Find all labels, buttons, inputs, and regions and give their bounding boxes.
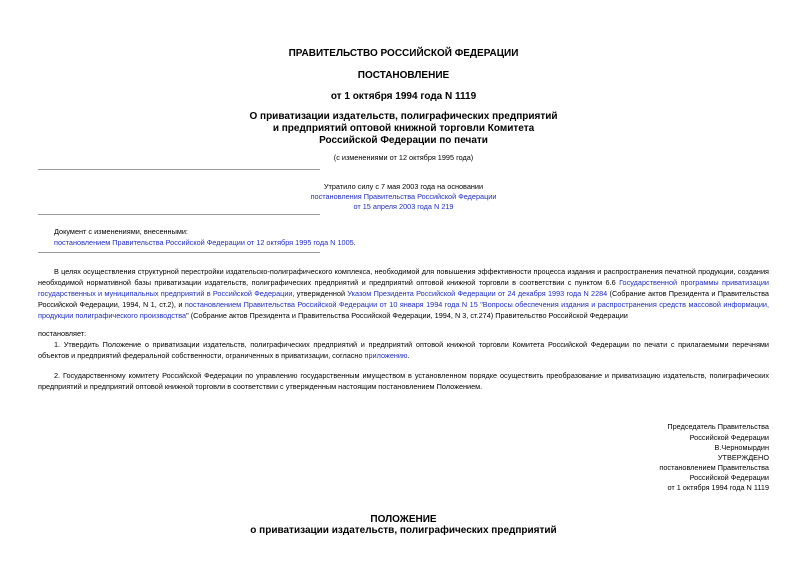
divider-middle: [38, 214, 320, 215]
expired-link-line-2[interactable]: от 15 апреля 2003 года N 219: [353, 202, 454, 211]
clause-1-paragraph: 1. Утвердить Положение о приватизации издательств, полиграфических предприятий и предприятий оптовой книжной торговли Комитета Российской Федерации по печати с прилагаемыми перечнями объектов и предприятий федеральной собственности, ограниченных в приватизации, согласно приложению.: [38, 340, 769, 360]
amendments-note: (с изменениями от 12 октября 1995 года): [333, 153, 474, 162]
document-type-heading: ПОСТАНОВЛЕНИЕ: [357, 70, 450, 81]
signature-position: Председатель Правительства: [667, 422, 769, 431]
changes-line: [54, 237, 356, 248]
appendix-link[interactable]: приложению: [364, 351, 408, 360]
decides-text: постановляет:: [38, 329, 87, 338]
divider-bottom: [38, 252, 320, 253]
approved-country: Российской Федерации: [689, 473, 769, 482]
appendix-title: ПОЛОЖЕНИЕ: [370, 514, 437, 525]
government-heading: ПРАВИТЕЛЬСТВО РОССИЙСКОЙ ФЕДЕРАЦИИ: [288, 48, 519, 59]
signature-country: Российской Федерации: [689, 433, 769, 442]
appendix-subtitle: о приватизации издательств, полиграфических предприятий: [250, 525, 557, 536]
president-decree-link[interactable]: Указом Президента Российской Федерации от 24 декабря 1993 года N 2284: [347, 289, 608, 298]
expired-note: Утратило силу с 7 мая 2003 года на основании: [323, 182, 484, 191]
preamble-paragraph: В целях осуществления структурной перестройки издательско-полиграфического комплекса, необходимой для повышения эффективности процесса издания и распространения печатной продукции, создания необходимой нормативной базы приватизации издательств, полиграфических предприятий и предприятий оптовой книжной торговли в соответствии с пунктом 6.6 Государственной программы приватизации государственных и муниципальных предприятий в Российской Федерации, утвержденной Указом Президента Российской Федерации от 24 декабря 1993 года N 2284 (Собрание актов Президента и Правительства Российской Федерации, 1994, N 1, ст.2), и постановлением Правительства Российской Федерации от 10 января 1994 года N 15 "Вопросы обеспечения издания и распространения средств массовой информации, продукции полиграфического производства" (Собрание актов Президента и Правительства Российской Федерации, 1994, N 3, ст.274) Правительство Российской Федерации: [38, 267, 770, 320]
document-title-line-2: и предприятий оптовой книжной торговли Комитета: [272, 123, 535, 134]
signature-name: В.Черномырдин: [714, 443, 769, 452]
document-date-number: от 1 октября 1994 года N 1119: [330, 91, 477, 102]
changes-link[interactable]: постановлением Правительства Российской Федерации от 12 октября 1995 года N 1005: [54, 238, 354, 247]
approved-date: от 1 октября 1994 года N 1119: [667, 483, 769, 492]
changes-label: Документ с изменениями, внесенными:: [54, 227, 188, 236]
divider-top: [38, 169, 320, 170]
changes-end: .: [353, 238, 356, 247]
expired-link-line-1[interactable]: постановления Правительства Российской Федерации: [310, 192, 497, 201]
state-program-link[interactable]: Государственной программы приватизации государственных и муниципальных предприятий в Российской Федерации: [38, 278, 769, 298]
government-resolution-link[interactable]: постановлением Правительства Российской Федерации от 10 января 1994 года N 15 "Вопросы обеспечения издания и распространения средств массовой информации, продукции полиграфического производства: [38, 300, 770, 320]
approved-label: УТВЕРЖДЕНО: [717, 453, 769, 462]
document-title-line-3: Российской Федерации по печати: [319, 135, 488, 146]
approved-by-resolution: постановлением Правительства: [659, 463, 769, 472]
clause-2-paragraph: 2. Государственному комитету Российской Федерации по управлению государственным имуществом в установленном порядке осуществить преобразование и приватизацию издательств, полиграфических предприятий и предприятий оптовой книжной торговли в соответствии с утвержденным настоящим постановлением Положением.: [38, 371, 769, 391]
document-title-line-1: О приватизации издательств, полиграфических предприятий: [249, 111, 558, 122]
